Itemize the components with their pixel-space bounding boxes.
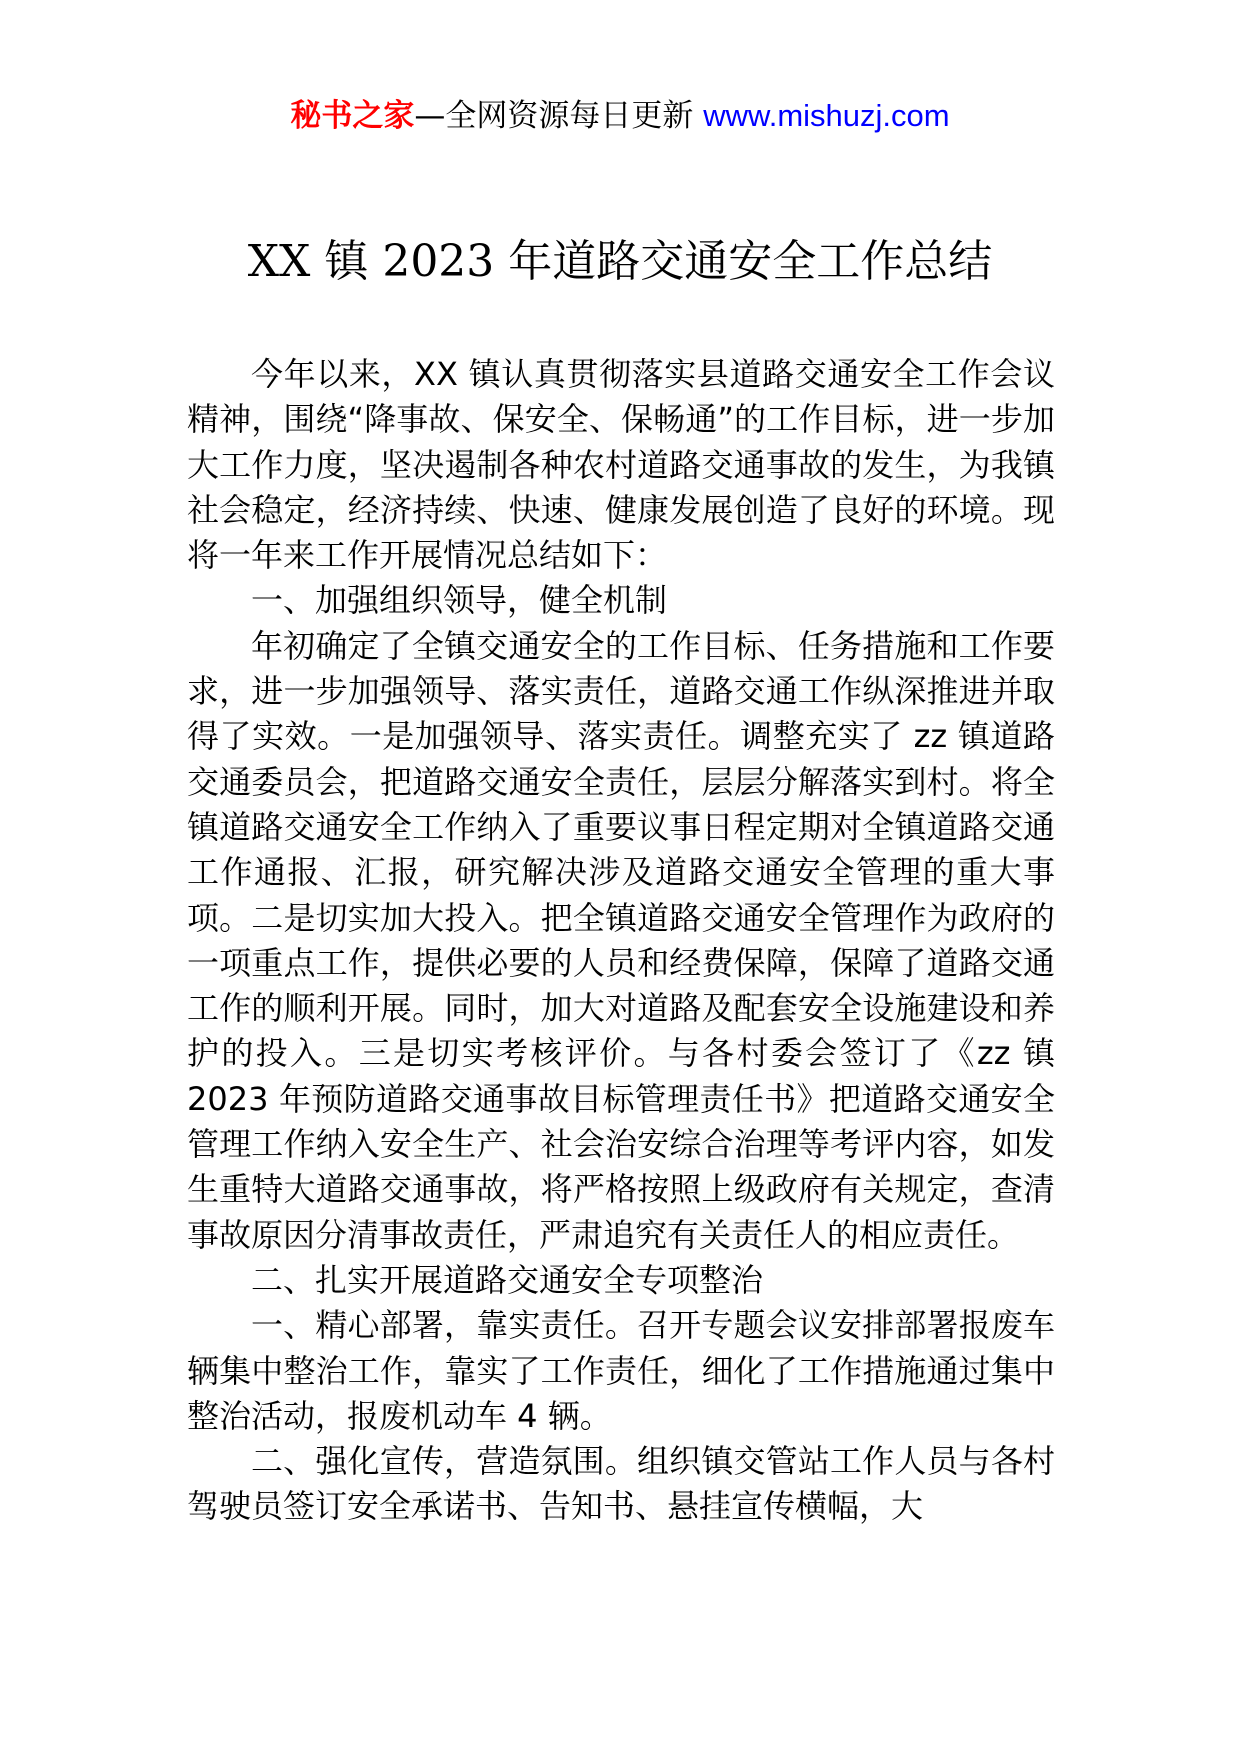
section-1-paragraph: 年初确定了全镇交通安全的工作目标、任务措施和工作要求，进一步加强领导、落实责任，道路交通工作纵深推进并取得了实效。一是加强领导、落实责任。调整充实了 zz 镇道路交通委员会，把道路交通安全责任，层层分解落实到村。将全镇道路交通安全工作纳入了重要议事日程定期对全镇道路交通工作通报、汇报，研究解决涉及道路交通安全管理的重大事项。二是切实加大投入。把全镇道路交通安全管理作为政府的一项重点工作，提供必要的人员和经费保障，保障了道路交通工作的顺利开展。同时，加大对道路及配套安全设施建设和养护的投入。三是切实考核评价。与各村委会签订了《zz 镇 2023 年预防道路交通事故目标管理责任书》把道路交通安全管理工作纳入安全生产、社会治安综合治理等考评内容，如发生重特大道路交通事故，将严格按照上级政府有关规定，查清事故原因分清事故责任，严肃追究有关责任人的相应责任。: [187, 626, 1055, 1254]
site-header: [0, 96, 1240, 136]
section-heading-1: 一、加强组织领导，健全机制: [251, 581, 668, 620]
section-2-item-1: 一、精心部署，靠实责任。召开专题会议安排部署报废车辆集中整治工作，靠实了工作责任，细化了工作措施通过集中整治活动，报废机动车 4 辆。: [187, 1306, 1055, 1435]
site-name: 秘书之家: [290, 98, 415, 134]
section-2-item-2: 二、强化宣传，营造氛围。组织镇交管站工作人员与各村驾驶员签订安全承诺书、告知书、悬挂宣传横幅，大: [187, 1442, 1055, 1526]
site-url-link[interactable]: www.mishuzj.com: [703, 98, 950, 133]
site-tagline: —全网资源每日更新: [414, 98, 704, 134]
section-heading-2: 二、扎实开展道路交通安全专项整治: [251, 1260, 764, 1299]
intro-paragraph: 今年以来，XX 镇认真贯彻落实县道路交通安全工作会议精神，围绕“降事故、保安全、保畅通”的工作目标，进一步加大工作力度，坚决遏制各种农村道路交通事故的发生，为我镇社会稳定，经济持续、快速、健康发展创造了良好的环境。现将一年来工作开展情况总结如下：: [187, 355, 1055, 575]
document-title: XX 镇 2023 年道路交通安全工作总结: [247, 236, 993, 287]
document-body: [187, 352, 1055, 1530]
